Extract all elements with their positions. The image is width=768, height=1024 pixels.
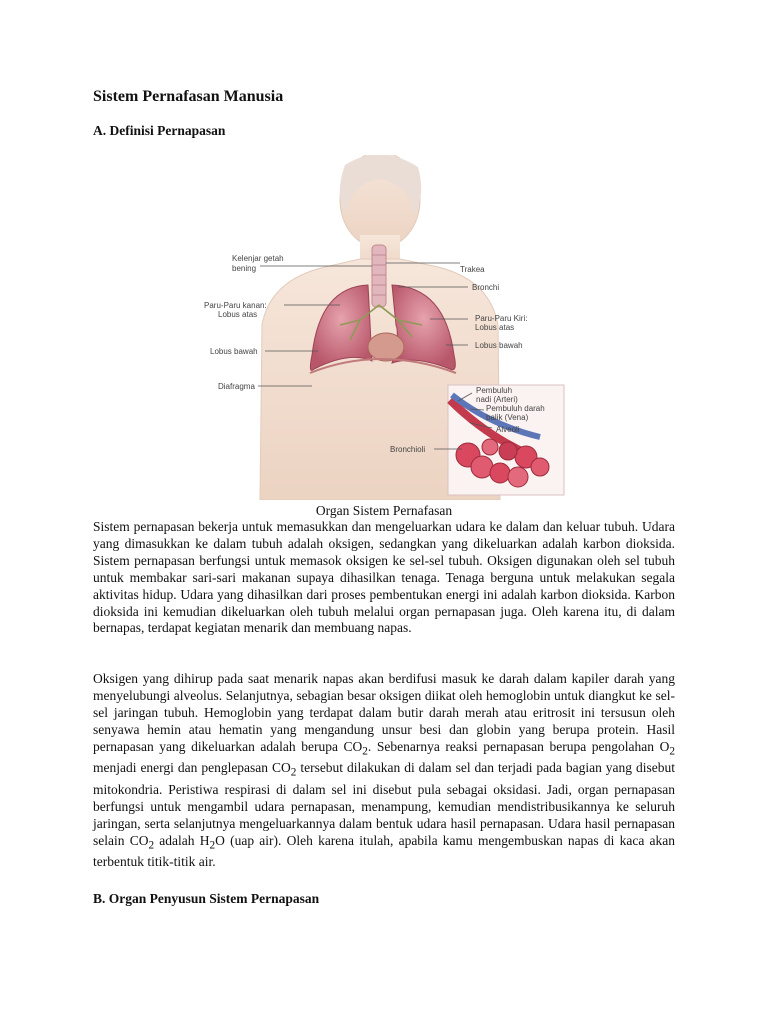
subscript-h2o: 2: [209, 839, 216, 852]
label-trakea: Trakea: [460, 265, 485, 274]
label-pembuluh-nadi-1: Pembuluh: [476, 386, 513, 395]
section-heading-b: B. Organ Penyusun Sistem Pernapasan: [93, 891, 320, 906]
label-alveoli: Alveoli: [496, 425, 520, 434]
label-pembuluh-balik-2: balik (Vena): [486, 413, 529, 422]
label-paru-kiri-1: Paru-Paru Kiri:: [475, 314, 528, 323]
label-pembuluh-nadi-2: nadi (Arteri): [476, 395, 518, 404]
respiratory-diagram: [200, 155, 570, 500]
subscript-co2-3: 2: [148, 839, 155, 852]
label-bronchi: Bronchi: [472, 283, 500, 292]
figure-caption: Organ Sistem Pernafasan: [315, 503, 453, 518]
paragraph-2: [93, 671, 675, 871]
label-lobus-bawah-right: Lobus bawah: [475, 341, 523, 350]
paragraph-2-text-4: tersebut dilakukan di dalam sel dan terjadi pada bagian yang disebut mitokondria. Peristiwa respirasi di dalam sel ini disebut pula sebagai oksidasi. Jadi, organ pernapasan berfungsi untuk mengambil udara pernapasan, menampung, kemudian mendistribusikannya ke seluruh jaringan, serta selanjutnya mengeluarkannya dalam bentuk udara hasil pernapasan. Udara hasil pernapasan selain CO: [93, 760, 675, 848]
paragraph-2-text-5: adalah H: [154, 832, 210, 848]
paragraph-2-text-1: Oksigen yang dihirup pada saat menarik napas akan berdifusi masuk ke darah dalam kapiler darah yang menyelubungi alveolus. Selanjutnya, sebagian besar oksigen diikat oleh hemoglobin untuk diangkut ke sel-sel jaringan tubuh. Hemoglobin yang terdapat dalam butir darah merah atau eritrosit ini tersusun oleh senyawa hemin atau hematin yang mengandung unsur besi dan globin yang berupa protein. Hasil pernapasan yang dikeluarkan adalah berupa CO: [93, 671, 675, 754]
label-lobus-bawah-left: Lobus bawah: [210, 347, 258, 356]
subscript-co2-1: 2: [362, 745, 368, 758]
label-paru-kanan-1: Paru-Paru kanan:: [204, 301, 267, 310]
label-kelenjar-1: Kelenjar getah: [232, 254, 284, 263]
heart: [368, 333, 404, 361]
label-pembuluh-balik-1: Pembuluh darah: [486, 404, 545, 413]
paragraph-1: Sistem pernapasan bekerja untuk memasukkan dan mengeluarkan udara ke dalam dan keluar tubuh. Udara yang dimasukkan ke dalam tubuh adalah oksigen, sedangkan yang dikeluarkan adalah karbon dioksida. Sistem pernapasan berfungsi untuk memasok oksigen ke sel-sel tubuh. Oksigen digunakan oleh sel tubuh untuk membakar sari-sari makanan supaya dihasilkan tenaga. Tenaga berguna untuk melakukan segala aktivitas hidup. Udara yang dihasilkan dari proses pembentukan energi ini adalah karbon dioksida. Karbon dioksida ini kemudian dikeluarkan oleh tubuh melalui organ pernapasan juga. Oleh karena itu, di dalam bernapas, terdapat kegiatan menarik dan membuang napas.: [93, 519, 675, 636]
label-bronchioli: Bronchioli: [390, 445, 426, 454]
paragraph-2-text-2: . Sebenarnya reaksi pernapasan berupa pengolahan O: [367, 738, 670, 754]
section-heading-a: A. Definisi Pernapasan: [93, 123, 226, 138]
label-diafragma: Diafragma: [218, 382, 255, 391]
paragraph-2-text-6: O (uap air). Oleh karena itulah, apabila kamu mengembuskan napas di kaca akan terbentuk titik-titik air.: [93, 832, 676, 870]
document-title: Sistem Pernafasan Manusia: [93, 88, 284, 105]
subscript-o2: 2: [669, 745, 675, 758]
trachea: [372, 245, 386, 307]
respiratory-system-illustration: [200, 155, 570, 500]
paragraph-2-text-3: menjadi energi dan penglepasan CO: [93, 760, 291, 776]
subscript-co2-2: 2: [290, 766, 297, 779]
label-paru-kiri-2: Lobus atas: [475, 323, 515, 332]
label-paru-kanan-2: Lobus atas: [218, 310, 258, 319]
label-kelenjar-2: bening: [232, 264, 257, 273]
